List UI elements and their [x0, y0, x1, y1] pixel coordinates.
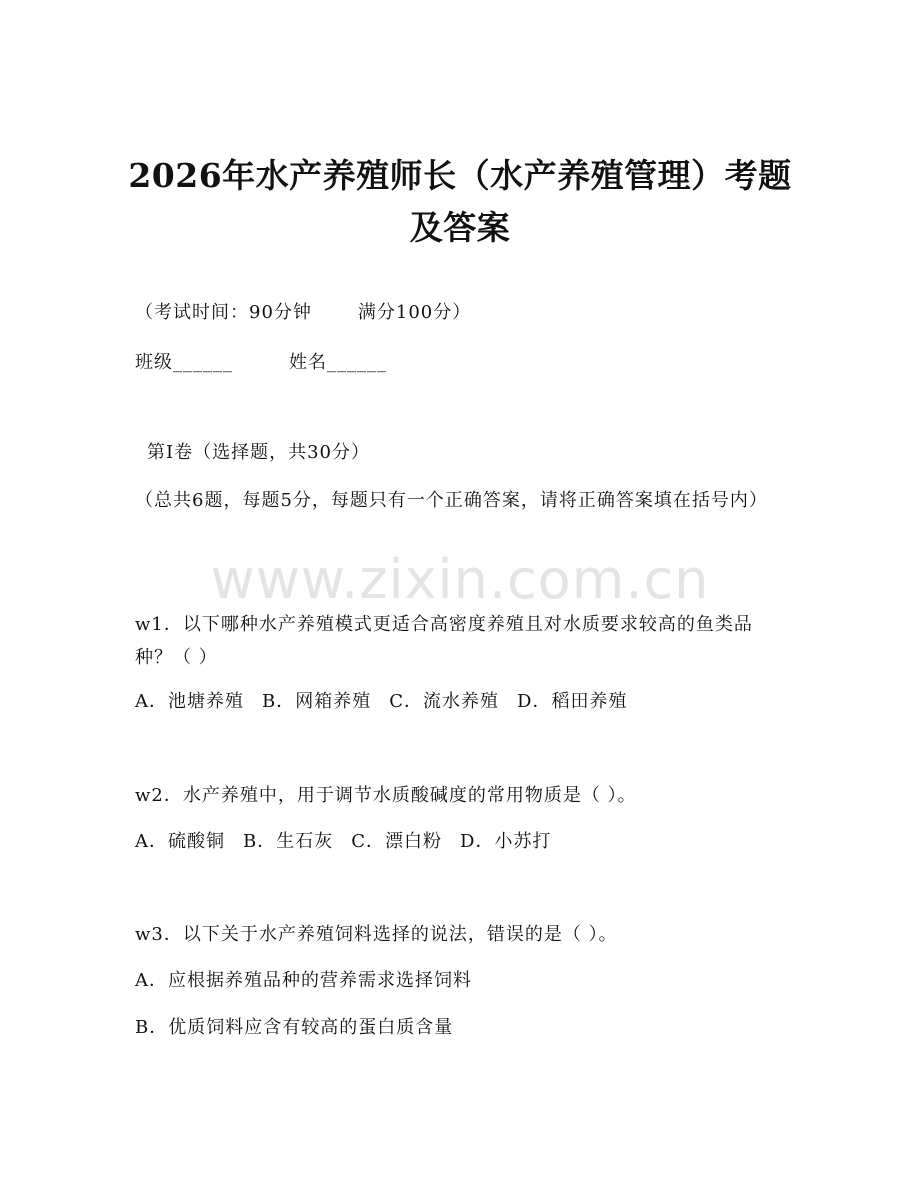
question-3-stem: w3．以下关于水产养殖饲料选择的说法，错误的是（ ）。 — [135, 924, 618, 945]
option-a: A．硫酸铜 — [135, 831, 225, 852]
title-line-2: 及答案 — [409, 208, 511, 247]
option-c: C．流水养殖 — [389, 691, 500, 712]
exam-score: 满分100分） — [357, 302, 472, 323]
question-1-stem: w1．以下哪种水产养殖模式更适合高密度养殖且对水质要求较高的鱼类品种？（ ） — [135, 614, 753, 668]
question-2-stem: w2．水产养殖中，用于调节水质酸碱度的常用物质是（ ）。 — [135, 785, 637, 806]
title-line-1: 2026年水产养殖师长（水产养殖管理）考题 — [128, 156, 792, 195]
section-title: 第Ⅰ卷（选择题，共30分） — [147, 442, 371, 463]
question-1-options — [135, 689, 627, 715]
question-2-options — [135, 829, 551, 855]
class-field: 班级______ — [135, 352, 233, 373]
option-b: B．网箱养殖 — [262, 691, 372, 712]
option-d: D．稻田养殖 — [517, 691, 628, 712]
option-c: C．漂白粉 — [351, 831, 443, 852]
option-d: D．小苏打 — [460, 831, 552, 852]
option-b: B．生石灰 — [243, 831, 334, 852]
watermark-text: www.zixin.com.cn — [210, 548, 710, 611]
name-field: 姓名______ — [289, 352, 387, 373]
document-title — [100, 150, 820, 254]
option-a: A．池塘养殖 — [135, 691, 244, 712]
instructions: （总共6题，每题5分，每题只有一个正确答案，请将正确答案填在括号内） — [135, 490, 768, 511]
exam-time: （考试时间：90分钟 — [135, 302, 312, 323]
student-info — [135, 350, 387, 376]
question-3-option-a: A．应根据养殖品种的营养需求选择饲料 — [135, 970, 472, 991]
exam-info — [135, 300, 471, 326]
question-3-option-b: B．优质饲料应含有较高的蛋白质含量 — [135, 1017, 454, 1038]
